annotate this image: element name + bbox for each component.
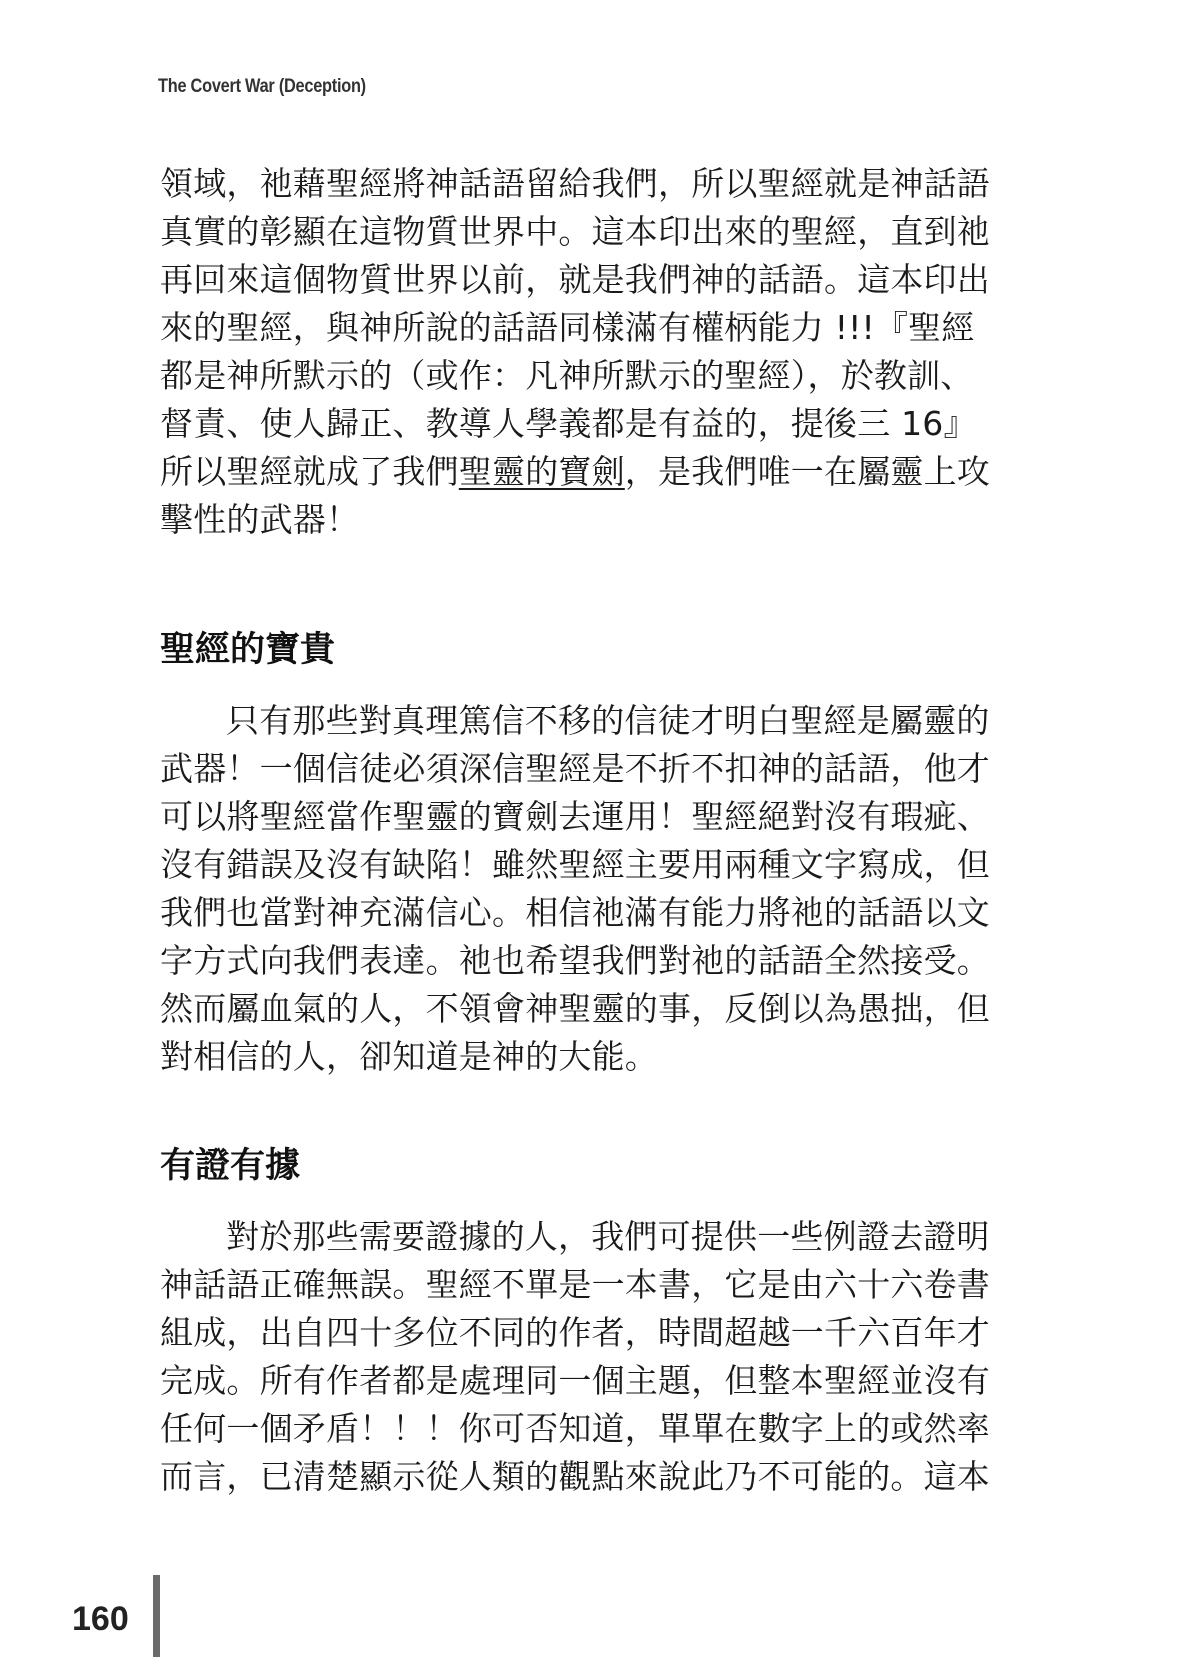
intro-paragraph	[160, 160, 1010, 544]
text-line: 擊性的武器！	[160, 500, 360, 539]
text-line: 字方式向我們表達。祂也希望我們對祂的話語全然接受。	[160, 941, 990, 980]
text-line: 真實的彰顯在這物質世界中。這本印出來的聖經，直到祂	[160, 212, 990, 251]
running-header-title: The Covert War (Deception)	[158, 76, 366, 97]
text-line: 組成，出自四十多位不同的作者，時間超越一千六百年才	[160, 1313, 990, 1352]
footer-divider	[153, 1575, 160, 1657]
text-line: 只有那些對真理篤信不移的信徒才明白聖經是屬靈的	[226, 701, 990, 740]
text-line: 任何一個矛盾！！！你可否知道，單單在數字上的或然率	[160, 1409, 990, 1448]
text-line: 督責、使人歸正、教導人學義都是有益的，提後三 16』	[160, 404, 977, 443]
evidence-paragraph	[160, 1213, 1010, 1501]
precious-paragraph	[160, 697, 1010, 1081]
text-line: 領域，祂藉聖經將神話語留給我們，所以聖經就是神話語	[160, 164, 990, 203]
text-segment: 所以聖經就成了我們	[160, 452, 459, 491]
text-line: 對於那些需要證據的人，我們可提供一些例證去證明	[226, 1217, 990, 1256]
underlined-phrase: 聖靈的寶劍	[458, 452, 625, 491]
text-line: 都是神所默示的（或作：凡神所默示的聖經），於教訓、	[160, 356, 974, 395]
text-line: 武器！一個信徒必須深信聖經是不折不扣神的話語，他才	[160, 749, 990, 788]
text-line: 完成。所有作者都是處理同一個主題，但整本聖經並沒有	[160, 1361, 990, 1400]
text-line: 再回來這個物質世界以前，就是我們神的話語。這本印出	[160, 260, 990, 299]
section-heading-precious: 聖經的寶貴	[160, 630, 336, 670]
text-line	[160, 448, 1010, 496]
text-line: 可以將聖經當作聖靈的寶劍去運用！聖經絕對沒有瑕疵、	[160, 797, 990, 836]
text-line: 而言，已清楚顯示從人類的觀點來說此乃不可能的。這本	[160, 1457, 990, 1496]
text-line: 然而屬血氣的人，不領會神聖靈的事，反倒以為愚拙，但	[160, 989, 990, 1028]
text-segment: ，是我們唯一在屬靈上攻	[624, 452, 991, 491]
page-number: 160	[72, 1600, 129, 1638]
text-line: 我們也當對神充滿信心。相信祂滿有能力將祂的話語以文	[160, 893, 990, 932]
text-line: 對相信的人，卻知道是神的大能。	[160, 1037, 658, 1076]
section-heading-evidence: 有證有據	[160, 1146, 301, 1186]
text-line: 來的聖經，與神所說的話語同樣滿有權柄能力 !!!『聖經	[160, 308, 975, 347]
text-line: 神話語正確無誤。聖經不單是一本書，它是由六十六卷書	[160, 1265, 990, 1304]
text-line: 沒有錯誤及沒有缺陷！雖然聖經主要用兩種文字寫成，但	[160, 845, 990, 884]
